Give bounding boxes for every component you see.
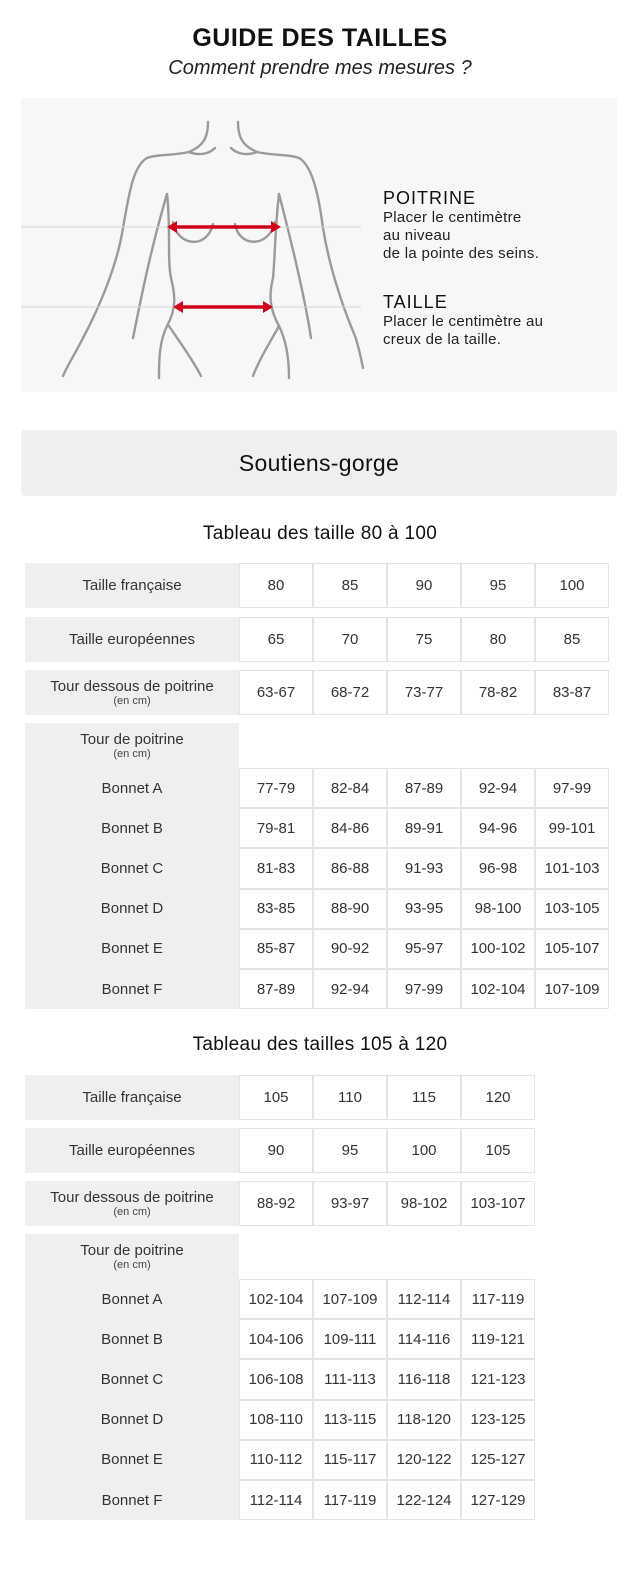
- taille-heading: TAILLE: [383, 292, 448, 312]
- table-cell: 90-92: [313, 929, 387, 969]
- cup-label: Bonnet B: [101, 1330, 163, 1348]
- cup-label: Bonnet E: [101, 940, 163, 958]
- table-cell: 92-94: [313, 969, 387, 1009]
- table-cell: 63-67: [239, 670, 313, 715]
- table-cell: 117-119: [461, 1279, 535, 1319]
- table-cell: 68-72: [313, 670, 387, 715]
- table-cell: 120: [461, 1075, 535, 1120]
- cup-label: Bonnet A: [101, 1290, 163, 1308]
- tour-poitrine-label: [25, 1234, 239, 1279]
- table-cell: 117-119: [313, 1480, 387, 1520]
- table-cell: 119-121: [461, 1319, 535, 1359]
- row-label-text: Taille française: [82, 577, 182, 594]
- table-cell: 93-95: [387, 889, 461, 929]
- row-label-taille-europeenne: [25, 1128, 239, 1173]
- cup-label: Bonnet D: [100, 900, 164, 918]
- table-cell: 105: [461, 1128, 535, 1173]
- table-cell: 88-90: [313, 889, 387, 929]
- row-label-text: Taille européennes: [69, 1142, 195, 1159]
- table-cell: 83-87: [535, 670, 609, 715]
- table-cell: 80: [461, 617, 535, 662]
- taille-text: [383, 313, 543, 349]
- table-cell: 65: [239, 617, 313, 662]
- table-cell: 95: [313, 1128, 387, 1173]
- table-cell: 118-120: [387, 1400, 461, 1440]
- table-cell: 108-110: [239, 1400, 313, 1440]
- poitrine-text-line: au niveau: [383, 227, 451, 244]
- poitrine-text-line: de la pointe des seins.: [383, 245, 540, 262]
- table-cell: 83-85: [239, 889, 313, 929]
- table-cell: 114-116: [387, 1319, 461, 1359]
- table-cell: 123-125: [461, 1400, 535, 1440]
- row-label-unit: (en cm): [113, 695, 151, 707]
- table-cell: 125-127: [461, 1440, 535, 1480]
- table-cell: 87-89: [239, 969, 313, 1009]
- taille-arrow: [173, 301, 273, 313]
- table-cell: 98-100: [461, 889, 535, 929]
- table-cell: 94-96: [461, 808, 535, 848]
- taille-text-line: creux de la taille.: [383, 331, 502, 348]
- tour-poitrine-label: [25, 723, 239, 768]
- taille-text-line: Placer le centimètre au: [383, 313, 544, 330]
- table-cell: 115: [387, 1075, 461, 1120]
- row-label-taille-francaise: [25, 1075, 239, 1120]
- table-title: Tableau des taille 80 à 100: [202, 523, 438, 544]
- page-subtitle: Comment prendre mes mesures ?: [168, 57, 472, 79]
- table-cell: 103-105: [535, 889, 609, 929]
- table-cell: 106-108: [239, 1359, 313, 1399]
- table-cell: 104-106: [239, 1319, 313, 1359]
- table-cell: 70: [313, 617, 387, 662]
- table-cell: 85: [313, 563, 387, 608]
- table-cell: 121-123: [461, 1359, 535, 1399]
- table-cell: 82-84: [313, 768, 387, 808]
- category-banner: Soutiens-gorge: [21, 430, 617, 496]
- table-cell: 100-102: [461, 929, 535, 969]
- table-cell: 96-98: [461, 848, 535, 888]
- row-label-taille-francaise: [25, 563, 239, 608]
- table-cell: 112-114: [387, 1279, 461, 1319]
- row-label-text: Taille européennes: [69, 631, 195, 648]
- cup-label: Bonnet E: [101, 1451, 163, 1469]
- table-cell: 90: [239, 1128, 313, 1173]
- row-label-unit: (en cm): [113, 1206, 151, 1218]
- cup-label: Bonnet D: [100, 1411, 164, 1429]
- cup-label: Bonnet F: [101, 1491, 163, 1509]
- cup-label: Bonnet C: [100, 1370, 164, 1388]
- poitrine-text: [383, 209, 539, 263]
- table-cell: 89-91: [387, 808, 461, 848]
- table-cell: 102-104: [461, 969, 535, 1009]
- table-cell: 107-109: [313, 1279, 387, 1319]
- table-cell: 81-83: [239, 848, 313, 888]
- table-cell: 92-94: [461, 768, 535, 808]
- table-cell: 100: [387, 1128, 461, 1173]
- table-cell: 85: [535, 617, 609, 662]
- row-label-taille-europeenne: [25, 617, 239, 662]
- table-cell: 97-99: [387, 969, 461, 1009]
- table-cell: 79-81: [239, 808, 313, 848]
- table-cell: 85-87: [239, 929, 313, 969]
- taille-instructions: [383, 292, 543, 349]
- table-cell: 105: [239, 1075, 313, 1120]
- poitrine-arrow: [167, 221, 281, 233]
- table-cell: 78-82: [461, 670, 535, 715]
- table-cell: 111-113: [313, 1359, 387, 1399]
- table-cell: 100: [535, 563, 609, 608]
- tour-poitrine-unit: (en cm): [113, 1259, 151, 1271]
- poitrine-text-line: Placer le centimètre: [383, 209, 522, 226]
- table-cell: 97-99: [535, 768, 609, 808]
- table-cell: 102-104: [239, 1279, 313, 1319]
- table-cell: 91-93: [387, 848, 461, 888]
- table-cell: 103-107: [461, 1181, 535, 1226]
- cup-label: Bonnet F: [101, 980, 163, 998]
- table-title: Tableau des tailles 105 à 120: [192, 1034, 448, 1055]
- table-cell: 86-88: [313, 848, 387, 888]
- tour-poitrine-text: Tour de poitrine: [80, 1242, 184, 1259]
- table-cell: 115-117: [313, 1440, 387, 1480]
- table-cell: 95: [461, 563, 535, 608]
- table-cell: 88-92: [239, 1181, 313, 1226]
- table-cell: 105-107: [535, 929, 609, 969]
- measurement-figure: [21, 98, 617, 392]
- table-cell: 113-115: [313, 1400, 387, 1440]
- cup-label: Bonnet C: [100, 859, 164, 877]
- table-cell: 95-97: [387, 929, 461, 969]
- table-cell: 75: [387, 617, 461, 662]
- table-cell: 101-103: [535, 848, 609, 888]
- row-label-text: Taille française: [82, 1089, 182, 1106]
- row-label-text: Tour dessous de poitrine: [50, 678, 214, 695]
- table-cell: 80: [239, 563, 313, 608]
- table-cell: 90: [387, 563, 461, 608]
- cup-label: Bonnet B: [101, 819, 163, 837]
- row-label-tour-dessous: [25, 1181, 239, 1226]
- table-cell: 93-97: [313, 1181, 387, 1226]
- table-cell: 84-86: [313, 808, 387, 848]
- table-cell: 107-109: [535, 969, 609, 1009]
- tour-poitrine-text: Tour de poitrine: [80, 731, 184, 748]
- cup-label: Bonnet A: [101, 779, 163, 797]
- body-outline: [63, 122, 363, 378]
- table-cell: 122-124: [387, 1480, 461, 1520]
- table-cell: 127-129: [461, 1480, 535, 1520]
- row-label-text: Tour dessous de poitrine: [50, 1189, 214, 1206]
- table-cell: 120-122: [387, 1440, 461, 1480]
- table-cell: 77-79: [239, 768, 313, 808]
- table-cell: 87-89: [387, 768, 461, 808]
- poitrine-instructions: [383, 188, 539, 263]
- tour-poitrine-unit: (en cm): [113, 748, 151, 760]
- table-cell: 109-111: [313, 1319, 387, 1359]
- table-cell: 73-77: [387, 670, 461, 715]
- table-cell: 112-114: [239, 1480, 313, 1520]
- page-title: GUIDE DES TAILLES: [192, 24, 448, 52]
- table-cell: 110-112: [239, 1440, 313, 1480]
- table-cell: 99-101: [535, 808, 609, 848]
- poitrine-heading: POITRINE: [383, 188, 477, 208]
- table-cell: 110: [313, 1075, 387, 1120]
- table-cell: 98-102: [387, 1181, 461, 1226]
- row-label-tour-dessous: [25, 670, 239, 715]
- table-cell: 116-118: [387, 1359, 461, 1399]
